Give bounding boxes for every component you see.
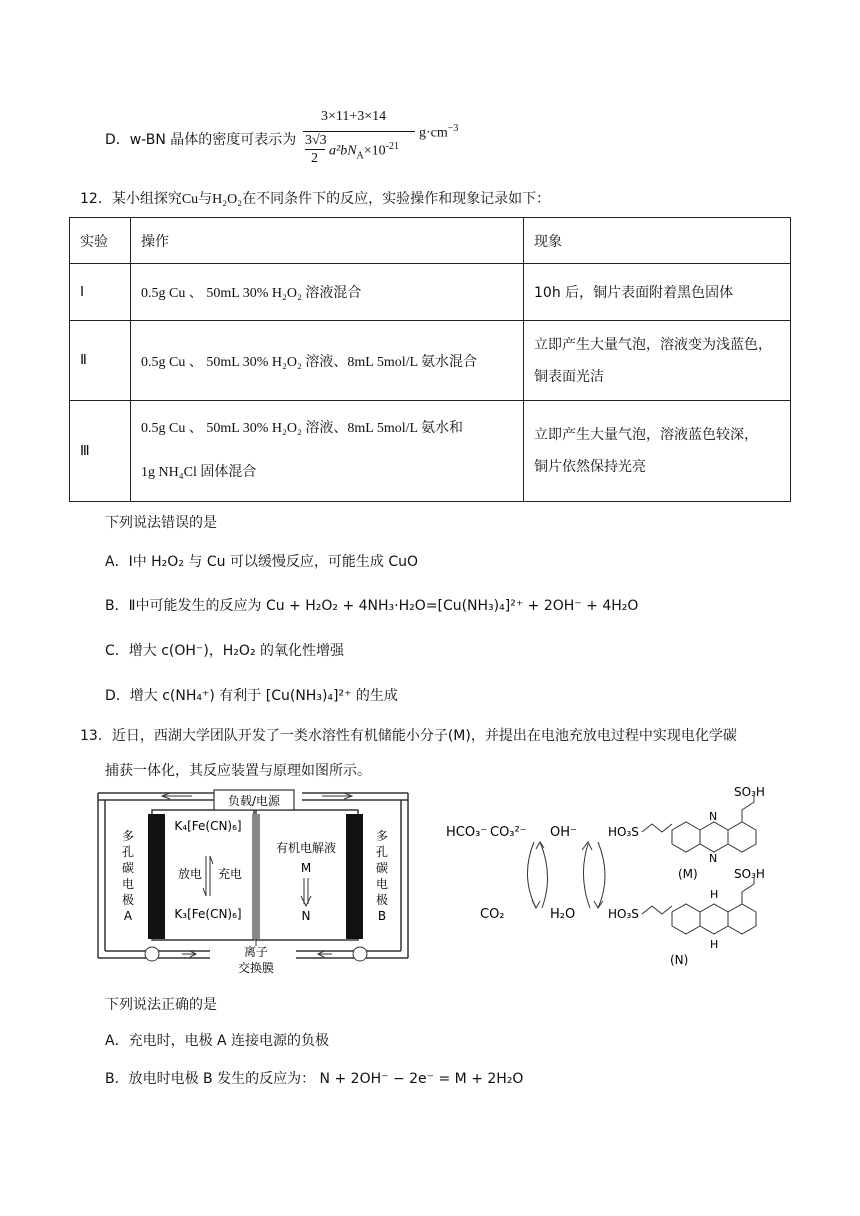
k4-label: K₄[Fe(CN)₆] bbox=[174, 819, 242, 833]
electrode-b-char: B bbox=[377, 909, 387, 923]
organic-label: 有机电解液 bbox=[275, 841, 337, 855]
row-result: 10h 后，铜片表面附着黑色固体 bbox=[524, 264, 791, 321]
co2-label: CO₂ bbox=[480, 907, 505, 922]
density-fraction bbox=[303, 109, 523, 173]
q13-prompt: 下列说法正确的是 bbox=[105, 997, 217, 1013]
m-n-top: N bbox=[709, 810, 718, 823]
den-tail: ×10 bbox=[363, 143, 386, 159]
q12-option-a: A．Ⅰ中 H₂O₂ 与 Cu 可以缓慢反应，可能生成 CuO bbox=[105, 554, 419, 570]
den-rest-text: a²bN bbox=[329, 143, 357, 159]
row-id: Ⅲ bbox=[70, 401, 131, 502]
electrode-b-char: 多 bbox=[375, 829, 389, 843]
electrode-a-char: 孔 bbox=[121, 845, 135, 859]
q13-option-a: A．充电时，电极 A 连接电源的负极 bbox=[105, 1033, 330, 1049]
q11-option-d bbox=[105, 105, 525, 175]
co3-label: CO₃²⁻ bbox=[490, 825, 527, 840]
table-row bbox=[70, 401, 791, 502]
pump-right bbox=[353, 947, 367, 961]
m-ho3s: HO₃S bbox=[608, 825, 639, 839]
membrane-label-1: 离子 bbox=[243, 945, 269, 959]
q11-option-d-label: D．w-BN 晶体的密度可表示为 bbox=[105, 132, 297, 148]
membrane bbox=[252, 814, 260, 939]
n-label: N bbox=[301, 909, 311, 923]
q12-stem-h2o2: H₂O₂ bbox=[212, 192, 243, 207]
charge-label: 充电 bbox=[217, 867, 243, 881]
m-label: M bbox=[300, 861, 312, 875]
row-operation: 0.5g Cu 、 50mL 30% H₂O₂ 溶液混合 bbox=[131, 264, 524, 321]
header-operation: 操作 bbox=[131, 218, 524, 264]
m-molecule-label: (M) bbox=[678, 867, 698, 881]
n-ho3s: HO₃S bbox=[608, 907, 639, 921]
den-coef: 3√3 bbox=[305, 133, 327, 148]
unit-exp: −3 bbox=[447, 123, 459, 134]
q13-stem-line1: 13．近日，西湖大学团队开发了一类水溶性有机储能小分子(M)，并提出在电池充放电过程中实现电化学碳 bbox=[80, 728, 737, 744]
table-header-row bbox=[70, 218, 791, 264]
battery-diagram bbox=[92, 788, 414, 976]
n-molecule-label: (N) bbox=[670, 953, 689, 967]
table-row bbox=[70, 264, 791, 321]
h2o-label: H₂O bbox=[550, 907, 576, 922]
row-operation-line2: 1g NH₄Cl 固体混合 bbox=[141, 465, 257, 480]
n-h-bottom: H bbox=[710, 938, 719, 951]
table-row bbox=[70, 321, 791, 401]
m-so3h: SO₃H bbox=[734, 786, 765, 799]
n-h-top: H bbox=[710, 888, 719, 901]
q12-stem-pre: 12．某小组探究 bbox=[80, 191, 182, 207]
electrode-b-char: 电 bbox=[375, 877, 389, 891]
den-inner-bar bbox=[305, 149, 325, 150]
row-result-line2: 铜表面光洁 bbox=[534, 368, 604, 385]
q12-option-c: C．增大 c(OH⁻)，H₂O₂ 的氧化性增强 bbox=[105, 643, 345, 659]
electrode-a-char: 电 bbox=[121, 877, 135, 891]
q12-option-b: B．Ⅱ中可能发生的反应为 Cu + H₂O₂ + 4NH₃·H₂O=[Cu(NH₃)₄]²⁺ + 2OH⁻ + 4H₂O bbox=[105, 598, 639, 614]
electrode-b-char: 极 bbox=[375, 893, 389, 907]
fraction-numerator: 3×11+3×14 bbox=[321, 109, 387, 124]
den-rest bbox=[329, 141, 399, 161]
row-result bbox=[524, 401, 791, 502]
electrode-b-char: 碳 bbox=[375, 861, 389, 875]
electrode-b-char: 孔 bbox=[375, 845, 389, 859]
den-exp: -21 bbox=[385, 141, 400, 152]
q12-stem bbox=[80, 188, 550, 208]
load-label: 负载/电源 bbox=[227, 794, 281, 808]
row-id: Ⅰ bbox=[70, 264, 131, 321]
electrode-a-plate bbox=[148, 814, 165, 939]
m-n-bottom: N bbox=[709, 852, 718, 865]
row-result-line2: 铜片依然保持光亮 bbox=[534, 459, 646, 475]
k3-label: K₃[Fe(CN)₆] bbox=[174, 907, 242, 921]
row-result-line1: 立即产生大量气泡，溶液变为浅蓝色， bbox=[534, 336, 772, 353]
hco3-label: HCO₃⁻ bbox=[446, 825, 488, 840]
oh-label: OH⁻ bbox=[550, 825, 577, 840]
q12-stem-cu: Cu bbox=[181, 192, 199, 207]
q12-stem-mid: 与 bbox=[198, 191, 213, 207]
row-id: Ⅱ bbox=[70, 321, 131, 401]
q12-prompt: 下列说法错误的是 bbox=[105, 515, 217, 531]
membrane-label-2: 交换膜 bbox=[237, 961, 275, 975]
row-result bbox=[524, 321, 791, 401]
row-result-line1: 立即产生大量气泡，溶液蓝色较深， bbox=[534, 427, 758, 443]
q13-option-b: B．放电时电极 B 发生的反应为： N + 2OH⁻ − 2e⁻ = M + 2H₂O bbox=[105, 1071, 524, 1087]
density-unit bbox=[419, 123, 458, 142]
pump-left bbox=[145, 947, 159, 961]
electrode-a-char: 极 bbox=[121, 893, 135, 907]
row-operation: 0.5g Cu 、 50mL 30% H₂O₂ 溶液、8mL 5mol/L 氨水混合 bbox=[131, 321, 524, 401]
q12-option-d: D．增大 c(NH₄⁺) 有利于 [Cu(NH₃)₄]²⁺ 的生成 bbox=[105, 688, 398, 704]
discharge-label: 放电 bbox=[177, 867, 203, 881]
electrode-a-char: 多 bbox=[121, 829, 135, 843]
electrode-a-char: A bbox=[123, 909, 133, 923]
electrode-a-char: 碳 bbox=[121, 861, 135, 875]
row-operation-line1: 0.5g Cu 、 50mL 30% H₂O₂ 溶液、8mL 5mol/L 氨水和 bbox=[141, 421, 464, 436]
row-operation bbox=[131, 401, 524, 502]
den-sub: A bbox=[356, 150, 364, 162]
unit-text: g·cm bbox=[419, 125, 448, 141]
q12-stem-post: 在不同条件下的反应，实验操作和现象记录如下： bbox=[242, 191, 551, 207]
mechanism-diagram bbox=[438, 786, 778, 972]
den-two: 2 bbox=[311, 151, 318, 166]
q13-stem-line2: 捕获一体化，其反应装置与原理如图所示。 bbox=[105, 763, 371, 779]
fraction-bar bbox=[303, 131, 415, 132]
header-experiment: 实验 bbox=[70, 218, 131, 264]
n-so3h: SO₃H bbox=[734, 867, 765, 881]
experiment-table bbox=[69, 217, 791, 502]
header-phenomenon: 现象 bbox=[524, 218, 791, 264]
electrode-b-plate bbox=[346, 814, 363, 939]
